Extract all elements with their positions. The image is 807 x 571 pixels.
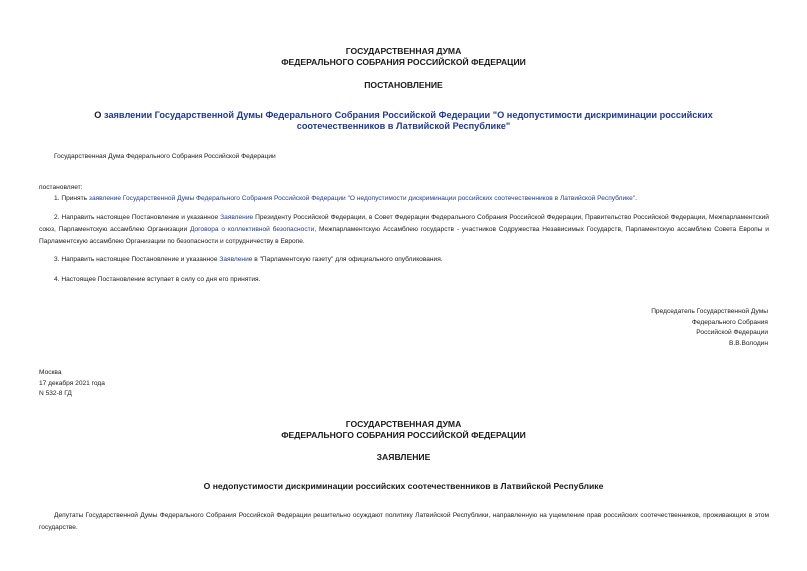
item-2-prefix: 2. Направить настоящее Постановление и указанное [54, 214, 221, 221]
doc-type-resolution: ПОСТАНОВЛЕНИЕ [364, 80, 443, 90]
doc-type-statement: ЗАЯВЛЕНИЕ [376, 452, 431, 462]
title-link[interactable]: заявлении Государственной Думы Федерального Собрания Российской Федерации "О недопустимости дискриминации российских соотечественников в Латвийской Республике" [104, 110, 713, 131]
item-2-link-statement[interactable]: Заявление [220, 214, 254, 221]
statement-title: О недопустимости дискриминации российских соотечественников в Латвийской Республике [203, 481, 604, 491]
item-2-link-treaty[interactable]: Договора о коллективной безопасности [189, 226, 315, 233]
intro-text: Государственная Дума Федерального Собрания Российской Федерации [54, 153, 276, 160]
item-3-link[interactable]: Заявление [219, 256, 253, 263]
signature-line-3: Российской Федерации [696, 329, 768, 336]
item-3-prefix: 3. Направить настоящее Постановление и указанное [54, 256, 220, 263]
item-2-suffix: , Межпарламентскую Ассамблею государств - участников Содружества Независимых Государств, Парламентскую ассамблею Совета Европы и Парламентскую ассамблею Организации по безопасности и сотрудничеству в Европе. [39, 226, 769, 245]
statement-org-line-1: ГОСУДАРСТВЕННАЯ ДУМА [345, 419, 462, 429]
signature-name: В.В.Володин [729, 340, 768, 347]
item-4: 4. Настоящее Постановление вступает в силу со дня его принятия. [54, 276, 261, 283]
statement-org-line-2: ФЕДЕРАЛЬНОГО СОБРАНИЯ РОССИЙСКОЙ ФЕДЕРАЦИИ [281, 430, 526, 440]
resolution-title [50, 110, 757, 132]
item-1-link[interactable]: заявление Государственной Думы Федерального Собрания Российской Федерации "О недопустимости дискриминации российских соотечественников в Латвийской Республике" [88, 195, 636, 202]
signature-line-1: Председатель Государственной Думы [651, 308, 768, 315]
item-3-suffix: в "Парламентскую газету" для официального опубликования. [252, 256, 443, 263]
org-line-1: ГОСУДАРСТВЕННАЯ ДУМА [345, 46, 462, 56]
org-line-2: ФЕДЕРАЛЬНОГО СОБРАНИЯ РОССИЙСКОЙ ФЕДЕРАЦИИ [281, 57, 526, 67]
resolves-label: постановляет: [39, 184, 83, 191]
item-2 [39, 212, 769, 248]
item-3 [54, 254, 769, 266]
date: 17 декабря 2021 года [39, 380, 105, 387]
statement-paragraph-1: Депутаты Государственной Думы Федерального Собрания Российской Федерации решительно осуждают политику Латвийской Республики, направленную на ущемление прав российских соотечественников, проживающих в этом государстве. [39, 512, 769, 531]
item-1-prefix: 1. Принять [54, 195, 89, 202]
place: Москва [39, 369, 62, 376]
title-prefix: О [94, 110, 104, 120]
item-1 [54, 193, 769, 205]
number: N 532-8 ГД [39, 390, 72, 397]
item-1-suffix: . [635, 195, 637, 202]
signature-line-2: Федерального Собрания [691, 319, 768, 326]
item-2-mid: Президенту Российской Федерации, в Совет Федерации Федерального Собрания Российской Федерации, Правительство Российской Федерации, Межпарламентский союз, Парламентскую ассамблею Организации [39, 214, 769, 233]
